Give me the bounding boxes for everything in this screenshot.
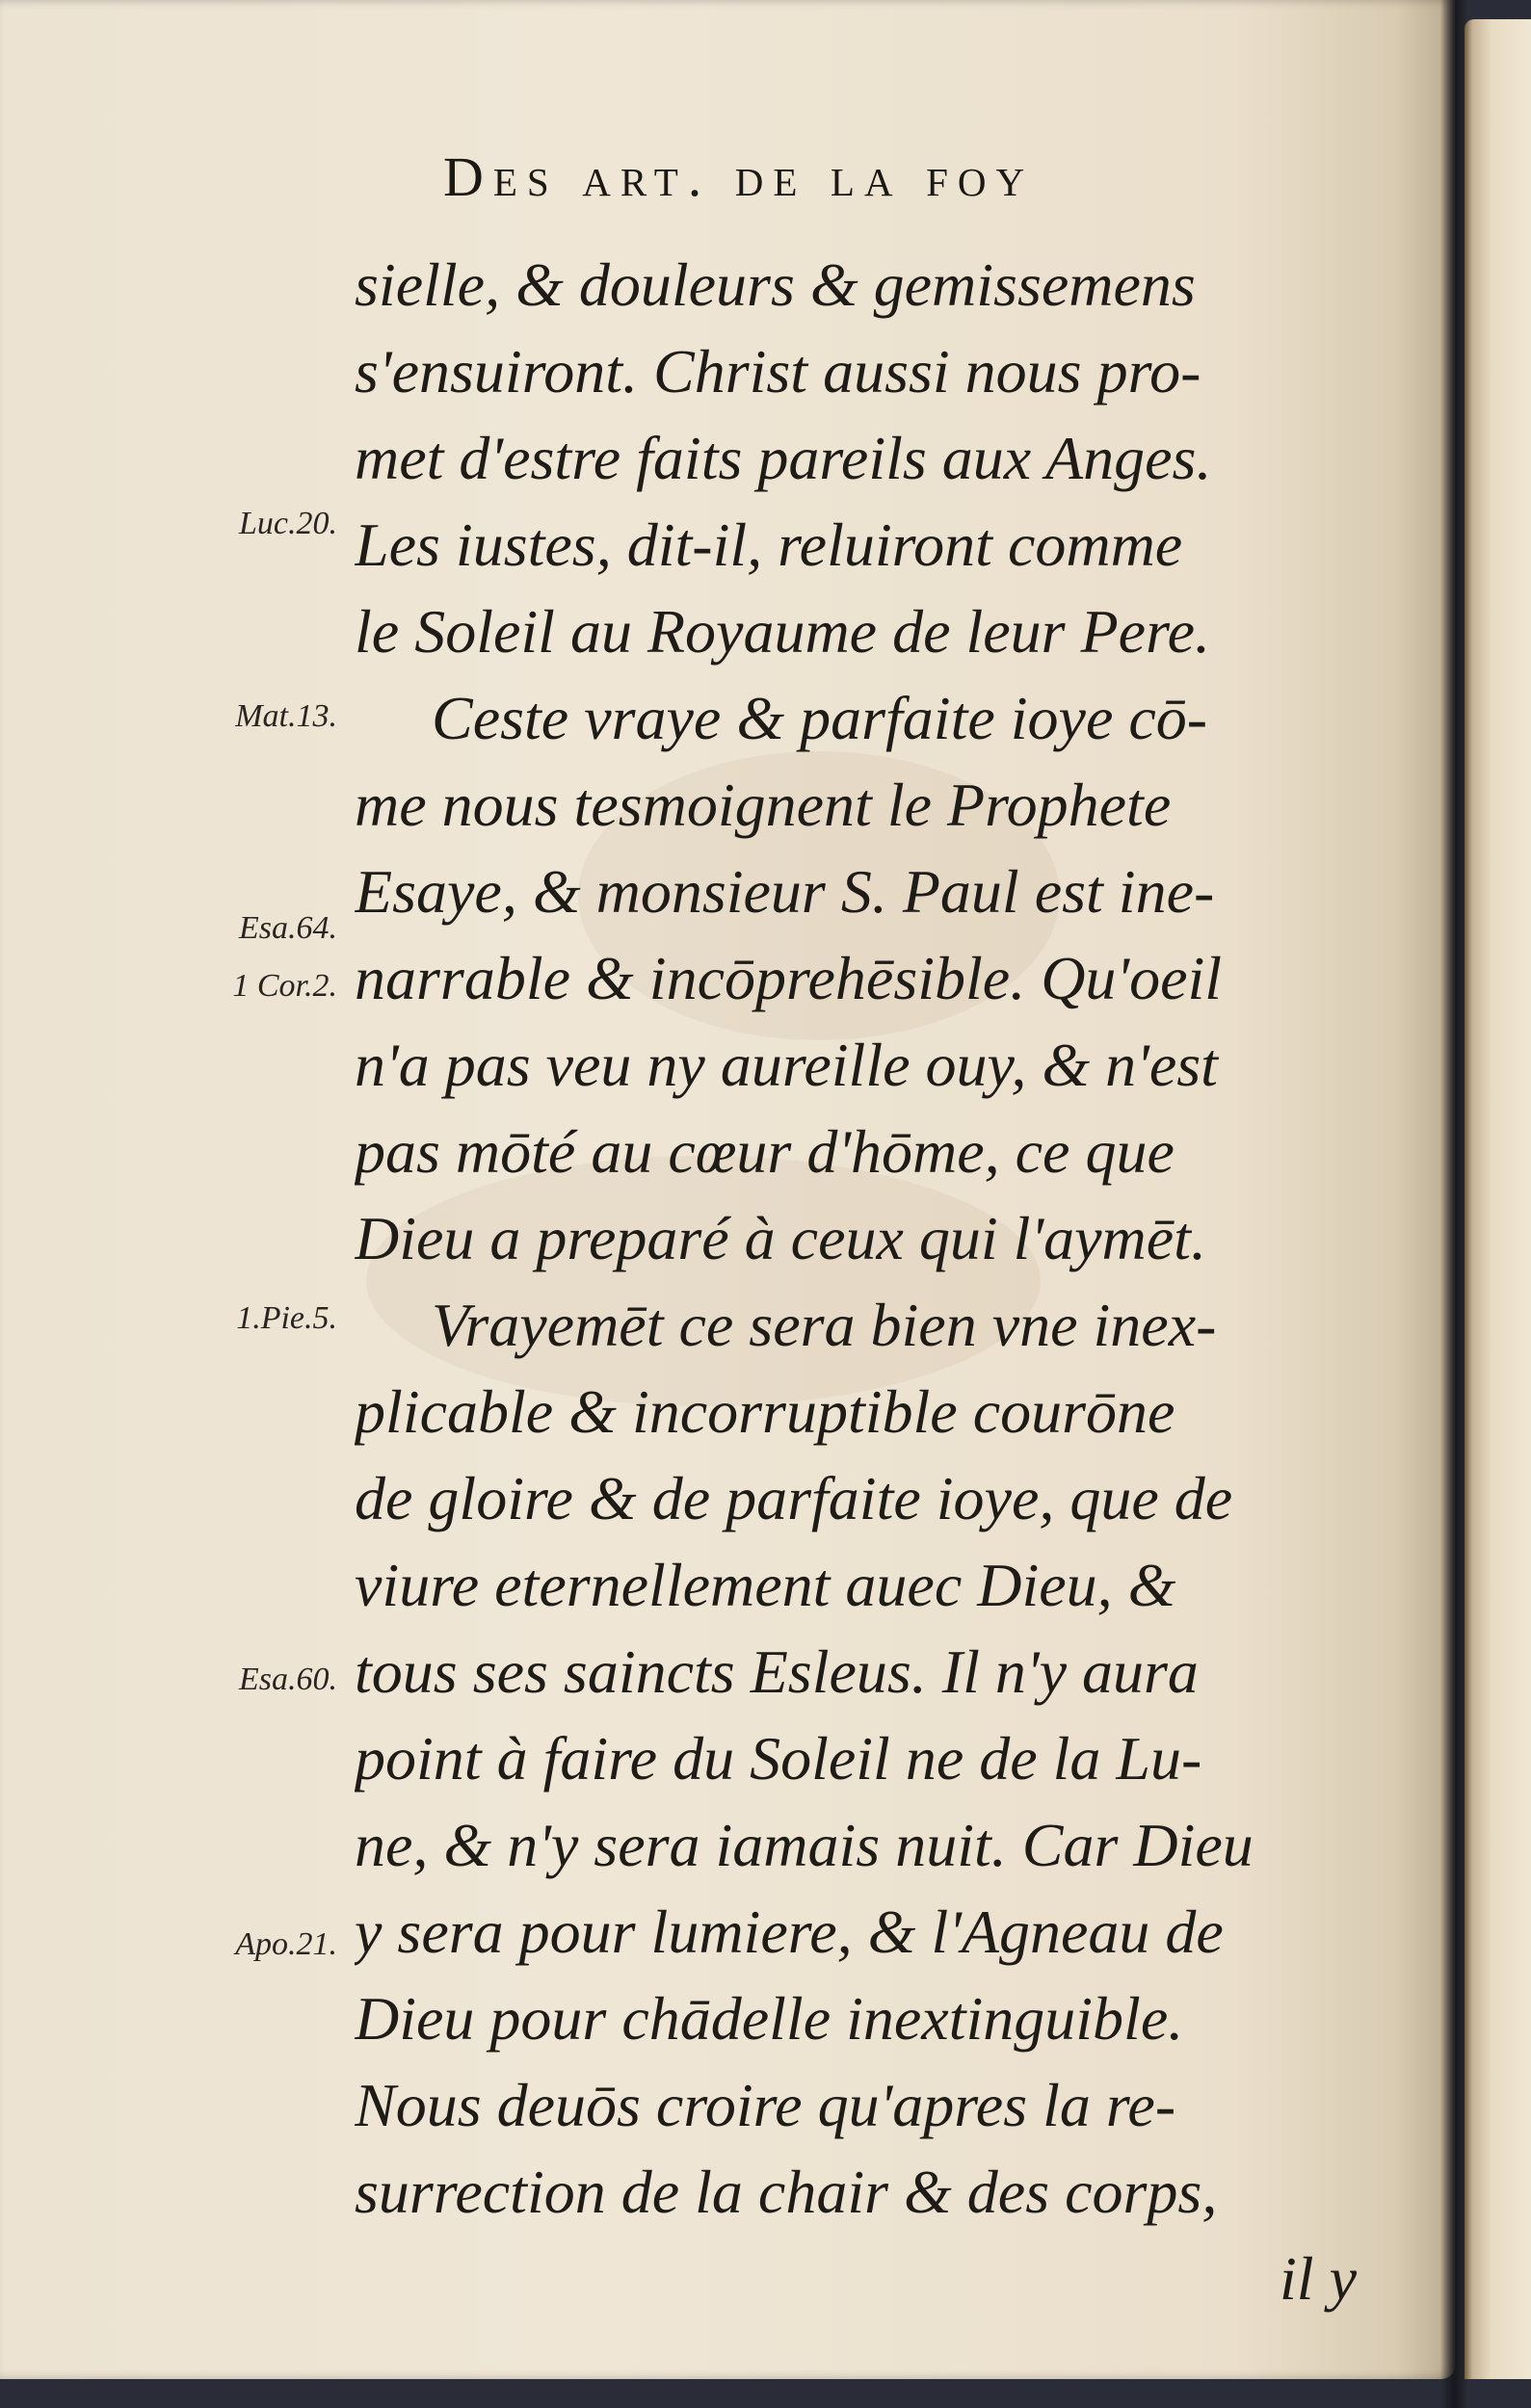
body-text xyxy=(355,233,1414,2333)
margin-note: 1.Pie.5. xyxy=(236,1300,337,1336)
text-line: Dieu pour chādelle inextinguible. xyxy=(355,1984,1184,2053)
text-line: me nous tesmoignent le Prophete xyxy=(355,771,1172,839)
margin-note: 1 Cor.2. xyxy=(232,968,337,1004)
facing-page-edge xyxy=(1465,19,1531,2379)
text-line: Nous deuōs croire qu'apres la re- xyxy=(355,2071,1176,2139)
text-line: point à faire du Soleil ne de la Lu- xyxy=(355,1724,1202,1793)
text-line: le Soleil au Royaume de leur Pere. xyxy=(355,597,1210,666)
binding-shadow xyxy=(1440,0,1467,2408)
margin-note: Luc.20. xyxy=(239,506,337,541)
text-line: plicable & incorruptible courōne xyxy=(355,1377,1175,1446)
text-line: Vrayemēt ce sera bien vne inex- xyxy=(432,1291,1217,1359)
catchword: il y xyxy=(1280,2244,1357,2313)
margin-note: Mat.13. xyxy=(235,698,337,734)
text-line: Dieu a preparé à ceux qui l'aymēt. xyxy=(355,1204,1206,1272)
text-line: pas mōté au cœur d'hōme, ce que xyxy=(355,1117,1175,1186)
text-line: viure eternellement auec Dieu, & xyxy=(355,1551,1176,1619)
text-line: Esaye, & monsieur S. Paul est ine- xyxy=(355,857,1215,926)
margin-notes xyxy=(96,0,337,2408)
text-line: y sera pour lumiere, & l'Agneau de xyxy=(355,1898,1224,1966)
text-line: sielle, & douleurs & gemissemens xyxy=(355,250,1196,319)
text-line: n'a pas veu ny aureille ouy, & n'est xyxy=(355,1031,1218,1099)
text-line: de gloire & de parfaite ioye, que de xyxy=(355,1464,1233,1532)
text-line: met d'estre faits pareils aux Anges. xyxy=(355,424,1212,492)
text-line: Les iustes, dit-il, reluiront comme xyxy=(355,510,1183,579)
margin-note: Esa.64. xyxy=(239,910,337,946)
text-line: narrable & incōprehēsible. Qu'oeil xyxy=(355,944,1223,1012)
margin-note: Apo.21. xyxy=(235,1926,337,1962)
text-line: tous ses saincts Esleus. Il n'y aura xyxy=(355,1637,1199,1706)
running-header: Des art. de la foy xyxy=(443,145,1035,208)
text-line: surrection de la chair & des corps, xyxy=(355,2158,1218,2226)
text-line: Ceste vraye & parfaite ioye cō- xyxy=(432,684,1208,752)
text-line: ne, & n'y sera iamais nuit. Car Dieu xyxy=(355,1811,1254,1879)
margin-note: Esa.60. xyxy=(239,1662,337,1697)
text-line: s'ensuiront. Christ aussi nous pro- xyxy=(355,337,1201,406)
